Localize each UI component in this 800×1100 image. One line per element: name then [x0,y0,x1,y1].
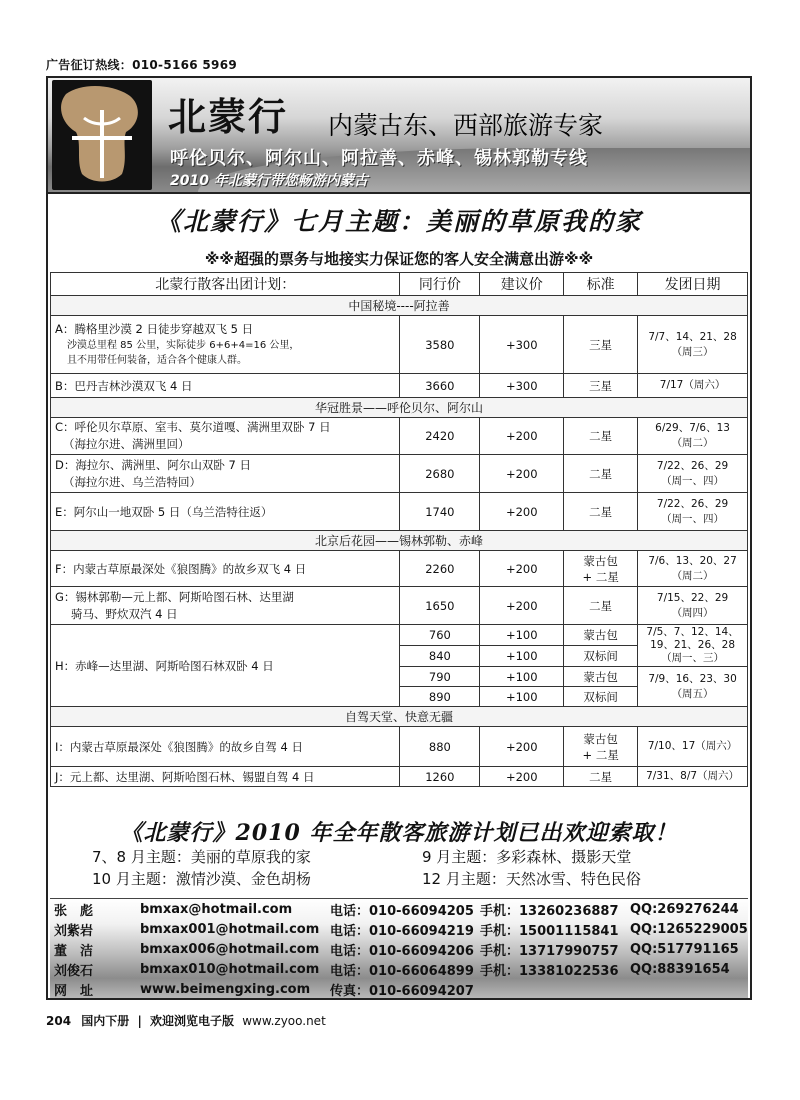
annual-plan-promo: 《北蒙行》2010 年全年散客旅游计划已出欢迎索取！ [120,820,678,846]
section-title: 华冠胜景——呼伦贝尔、阿尔山 [51,398,748,418]
july-theme-title: 《北蒙行》七月主题：美丽的草原我的家 [155,207,642,236]
tour-name-cell [51,455,400,493]
contact-qq: QQ:1265229005 [630,921,748,937]
contact-qq: QQ:269276244 [630,901,739,917]
tour-name: C：呼伦贝尔草原、室韦、莫尔道嘎、满洲里双卧 7 日 [55,420,331,434]
hotel-standard: 蒙古包 [564,625,638,646]
header-departure: 发团日期 [638,273,748,296]
weekday-line: （周二） [671,437,714,449]
tour-name: B：巴丹吉林沙漠双飞 4 日 [51,374,400,398]
contact-row [54,939,739,959]
suggested-price: +200 [480,587,564,625]
trade-price: 760 [400,625,480,646]
weekday-line: （周三） [671,345,714,358]
monthly-themes [92,846,641,890]
contact-name: 刘俊石 [54,963,94,979]
table-row [51,418,748,455]
suggested-price: +200 [480,727,564,767]
monthly-theme-row [92,868,641,890]
trade-price: 880 [400,727,480,767]
trade-price: 790 [400,667,480,687]
trade-price: 2680 [400,455,480,493]
tour-note: 骑马、野炊双汽 4 日 [71,606,178,621]
tour-name: E：阿尔山一地双卧 5 日（乌兰浩特往返） [51,493,400,531]
standard-line: 蒙古包 [583,731,618,746]
section-name: 国内下册 [81,1014,130,1028]
footer-separator: | [137,1014,142,1028]
monthly-theme: 9 月主题：多彩森林、摄影天堂 [422,848,632,866]
tour-name: I：内蒙古草原最深处《狼图腾》的故乡自驾 4 日 [51,727,400,767]
contact-mobile: 手机：13717990757 [480,943,619,959]
year-tagline: 2010 年北蒙行带您畅游内蒙古 [170,173,368,189]
trade-price: 1650 [400,587,480,625]
hotel-standard: 双标间 [564,646,638,667]
section-title: 自驾天堂、快意无疆 [51,707,748,727]
contact-panel [50,898,748,998]
trade-price: 3580 [400,316,480,374]
monthly-theme: 10 月主题：激情沙漠、金色胡杨 [92,870,311,888]
suggested-price: +200 [480,551,564,587]
hotel-standard: 二星 [564,493,638,531]
contact-mobile: 手机：13260236887 [480,903,619,919]
suggested-price: +200 [480,418,564,455]
hotel-standard: 双标间 [564,687,638,707]
contact-email[interactable]: bmxax@hotmail.com [140,901,293,917]
trade-price: 840 [400,646,480,667]
standard-line: + 二星 [582,569,619,584]
date-line: 7/7、14、21、28 [648,330,737,343]
suggested-price: +100 [480,625,564,646]
contact-row [54,919,748,939]
departure-dates [638,418,748,455]
departure-dates [638,493,748,531]
weekday-line: （周一、三） [661,652,725,664]
departure-dates: 7/10、17（周六） [638,727,748,767]
contact-mobile: 手机：15001115841 [480,923,619,939]
departure-dates: 7/17（周六） [638,374,748,398]
guarantee-line: ※※超强的票务与地接实力保证您的客人安全满意出游※※ [204,250,594,268]
standard-line: + 二星 [582,747,619,762]
monthly-theme-row [92,846,641,868]
trade-price: 2260 [400,551,480,587]
contact-phone: 电话：010-66094205 [330,903,474,919]
contact-name: 董 洁 [54,943,94,959]
table-row [51,316,748,374]
departure-dates [638,316,748,374]
weekday-line: （周二） [671,569,714,582]
page-footer [46,1012,326,1029]
contact-row [54,959,730,979]
section-row [51,707,748,727]
suggested-price: +100 [480,646,564,667]
hotel-standard: 蒙古包 [564,667,638,687]
departure-dates [638,551,748,587]
tour-name: D：海拉尔、满洲里、阿尔山双卧 7 日 [55,457,251,472]
trade-price: 3660 [400,374,480,398]
section-row [51,531,748,551]
tour-schedule-table [50,272,748,787]
departure-dates: 7/31、8/7（周六） [638,767,748,787]
website-row [54,979,474,999]
website-label: 网 址 [54,983,94,999]
date-line: 7/22、26、29 [656,459,729,472]
trade-price: 2420 [400,418,480,455]
tour-name-cell [51,316,400,374]
hotel-standard: 二星 [564,587,638,625]
contact-row [54,899,739,919]
suggested-price: +200 [480,767,564,787]
departure-dates [638,455,748,493]
footer-link[interactable]: www.zyoo.net [242,1014,326,1028]
header-trade-price: 同行价 [400,273,480,296]
date-line: 6/29、7/6、13 [655,422,730,434]
table-row [51,493,748,531]
section-row [51,296,748,316]
hotel-standard: 三星 [564,374,638,398]
date-line: 19、21、26、28 [650,639,736,651]
suggested-price: +100 [480,687,564,707]
monthly-theme: 12 月主题：天然冰雪、特色民俗 [422,870,641,888]
trade-price: 1740 [400,493,480,531]
suggested-price: +200 [480,493,564,531]
hotel-standard [564,551,638,587]
tour-name: F：内蒙古草原最深处《狼图腾》的故乡双飞 4 日 [51,551,400,587]
contact-name: 刘紫岩 [54,923,94,939]
weekday-line: （周一、四） [661,512,725,525]
section-row [51,398,748,418]
date-line: 7/9、16、23、30 [648,672,737,685]
tour-note: 且不用带任何装备，适合各个健康人群。 [67,355,247,366]
contact-mobile: 手机：13381022536 [480,963,619,979]
suggested-price: +300 [480,316,564,374]
suggested-price: +100 [480,667,564,687]
departure-dates [638,667,748,707]
ad-hotline: 广告征订热线：010-5166 5969 [46,58,238,72]
contact-email[interactable]: bmxax001@hotmail.com [140,921,320,937]
contact-qq: QQ:88391654 [630,961,730,977]
weekday-line: （周一、四） [661,474,725,487]
contact-phone: 电话：010-66094206 [330,943,474,959]
page-number: 204 [46,1014,72,1028]
contact-phone: 电话：010-66094219 [330,923,474,939]
hotel-standard: 二星 [564,767,638,787]
tour-name: H：赤峰—达里湖、阿斯哈图石林双卧 4 日 [51,625,400,707]
hotel-standard: 二星 [564,455,638,493]
header-suggested-price: 建议价 [480,273,564,296]
suggested-price: +200 [480,455,564,493]
table-header-row [51,273,748,296]
tour-name: A：腾格里沙漠 2 日徒步穿越双飞 5 日 [55,322,254,336]
tour-name: J：元上都、达里湖、阿斯哈图石林、锡盟自驾 4 日 [51,767,400,787]
weekday-line: （周五） [671,687,714,700]
table-row [51,551,748,587]
table-row [51,767,748,787]
fax-number: 传真：010-66094207 [330,983,474,999]
standard-line: 蒙古包 [583,553,618,568]
departure-dates [638,625,748,667]
table-row [51,374,748,398]
contact-phone: 电话：010-66064899 [330,963,474,979]
hotel-standard: 二星 [564,418,638,455]
section-title: 中国秘境----阿拉善 [51,296,748,316]
website-link[interactable]: www.beimengxing.com [140,981,311,997]
header-standard: 标准 [564,273,638,296]
contact-name: 张 彪 [54,903,94,919]
route-list: 呼伦贝尔、阿尔山、阿拉善、赤峰、锡林郭勒专线 [170,148,588,169]
tour-name: G：锡林郭勒—元上都、阿斯哈图石林、达里湖 [55,589,294,604]
contact-qq: QQ:517791165 [630,941,739,957]
date-line: 7/6、13、20、27 [648,554,737,567]
table-row [51,625,748,646]
hotel-standard [564,727,638,767]
section-title: 北京后花园——锡林郭勒、赤峰 [51,531,748,551]
departure-dates [638,587,748,625]
tour-note: （海拉尔进、乌兰浩特回） [63,474,201,489]
tour-note: （海拉尔进、满洲里回） [63,437,190,451]
trade-price: 1260 [400,767,480,787]
date-line: 7/15、22、29 [656,591,729,604]
brand-logo [52,80,152,190]
table-row [51,587,748,625]
suggested-price: +300 [480,374,564,398]
hotel-standard: 三星 [564,316,638,374]
tour-name-cell [51,418,400,455]
brand-slogan: 内蒙古东、西部旅游专家 [328,111,604,140]
brand-name: 北蒙行 [168,94,289,139]
contact-email[interactable]: bmxax010@hotmail.com [140,961,320,977]
tour-note: 沙漠总里程 85 公里，实际徒步 6+6+4=16 公里， [67,340,300,351]
date-line: 7/22、26、29 [656,497,729,510]
footer-text: 欢迎浏览电子版 [150,1014,235,1028]
date-line: 7/5、7、12、14、 [646,626,739,638]
trade-price: 890 [400,687,480,707]
banner [48,78,750,194]
weekday-line: （周四） [671,606,714,619]
tour-name-cell [51,587,400,625]
contact-email[interactable]: bmxax006@hotmail.com [140,941,320,957]
header-plan: 北蒙行散客出团计划： [51,273,400,296]
ad-frame [46,76,752,1000]
monthly-theme: 7、8 月主题：美丽的草原我的家 [92,848,311,866]
table-row [51,727,748,767]
table-row [51,455,748,493]
